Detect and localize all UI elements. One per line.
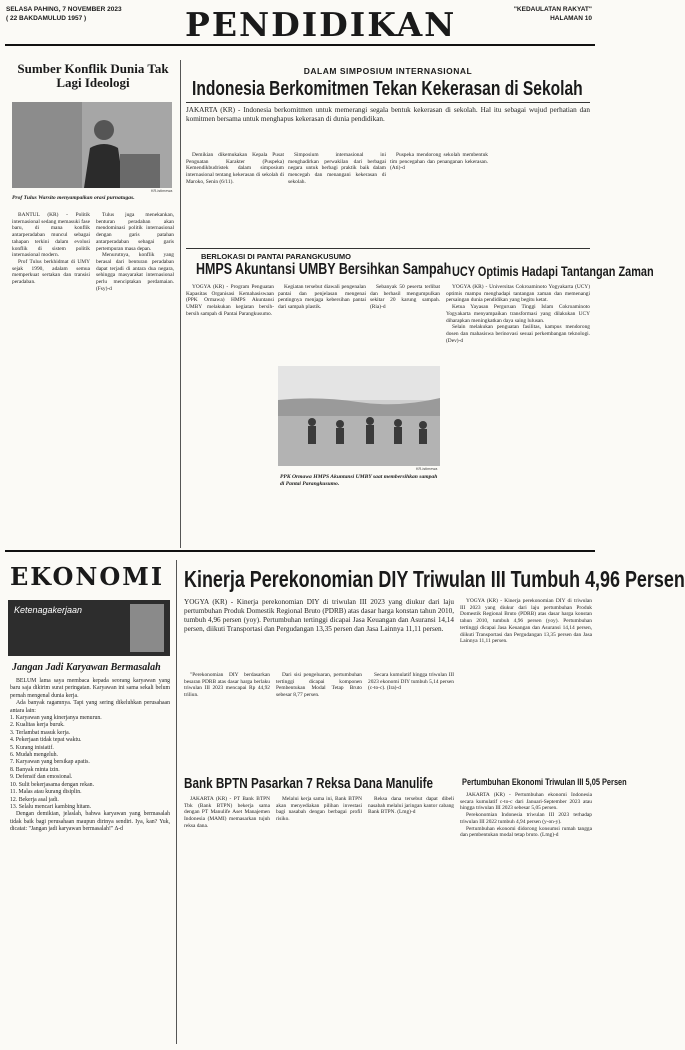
section-masthead: PENDIDIKAN (185, 5, 457, 44)
article-body-col3: Puspeka mendorong sekolah membentuk tim pencegahan dan penanganan kekerasan. (Ati)-d (390, 152, 488, 172)
article-body-col3: Reksa dana tersebut dapat dibeli nasabah melalui jaringan kantor cabang Bank BTPN. (Lmg)-d (368, 796, 454, 816)
column-banner: Ketenagakerjaan (8, 600, 170, 656)
column-divider (180, 60, 181, 548)
economy-section-title: EKONOMI (10, 562, 165, 591)
economy-body-col3: Secara kumulatif hingga triwulan III 2023 ekonomi DIY tumbuh 5,14 persen (c-to-c). (Ira)-d (368, 672, 454, 692)
photo-caption: PPK Ormawa HMPS Akuntansi UMBY saat membersihkan sampah di Pantai Parangkusumo. (280, 474, 438, 487)
article-body-col1: YOGYA (KR) - Program Penguatan Kapasitas Organisasi Kemahasiswaan (PPK Ormawa) HMPS Akuntansi UMBY melakukan kegiatan bersih-bersih sampah di Pantai Parangkusumo. (186, 284, 274, 317)
section-rule (5, 550, 595, 552)
article-kicker: DALAM SIMPOSIUM INTERNASIONAL (303, 66, 473, 76)
article-lead: JAKARTA (KR) - Indonesia berkomitmen untuk memerangi segala bentuk kekerasan di sekolah. Hal itu sebagai wujud perhatian dan komitmen bersama untuk menghapus kekerasan di dunia pendidikan. (186, 106, 590, 123)
article-body: YOGYA (KR) - Universitas Cokroaminoto Yogyakarta (UCY) optimis mampu menghadapi tantangan zaman dan memenangi persaingan dunia pendidikan yang begitu ketat. Ketua Yayasan Perguruan Tinggi Islam Cokroaminoto Yogyakarta menyampaikan transformasi yang dilakukan UCY diharapkan meningkatkan daya saing lulusan. Selain melakukan penguatan fasilitas, kampus mendorong dosen dan mahasiswa berinovasi sesuai perkembangan teknologi. (Dev)-d (446, 284, 590, 344)
column-body: BELUM lama saya membaca kepada seorang karyawan yang baru saja dikirim surat peringatan. Karyawan ini sama sekali belum pernah mengenal dunia kerja. Ada banyak ragamnya. Tapi yang sering dikeluhkan perusahaan antara lain: 1. Karyawan yang kinerjanya menurun. 2. Kualitas kerja buruk. 3. Terlambat masuk kerja. 4. Pekerjaan tidak tepat waktu. 5. Kurang inisiatif. 6. Mudah mengeluh. 7. Karyawan yang bersikap apatis. 8. Banyak minta izin. 9. Defensif dan emosional. 10. Sulit bekerjasama dengan rekan. 11. Malas atau kurang disiplin. 12. Bekerja asal jadi. 13. Selalu mencari kambing hitam. Dengan demikian, jelaslah, bahwa karyawan yang bermasalah tidak baik bagi perusahaan maupun dirinya sendiri. Iya, kan? Yuk, dicatat: "Jangan jadi karyawan bermasalah!" ∆-d (10, 678, 170, 833)
article-headline: Indonesia Berkomitmen Tekan Kekerasan di Sekolah (192, 78, 583, 100)
speaker-photo (12, 102, 172, 188)
article-headline: UCY Optimis Hadapi Tantangan Zaman (452, 263, 654, 279)
article-body-col2: Melalui kerja sama ini, Bank BTPN akan menyediakan pilihan investasi bagi nasabah dengan berbagai profil risiko. (276, 796, 362, 823)
article-body-col3: Sebanyak 50 peserta terlibat dan berhasil mengumpulkan sekitar 20 karung sampah. (Ria)-d (370, 284, 440, 311)
article-kicker: BERLOKASI DI PANTAI PARANGKUSUMO (201, 252, 351, 261)
column-divider (176, 560, 177, 1044)
article-title: Sumber Konflik Dunia Tak Lagi Ideologi (17, 61, 169, 90)
header-rule (5, 44, 595, 46)
article-body-col1: BANTUL (KR) - Politik internasional sedang memasuki fase baru, di mana konflik antarperadaban muncul sebagai tahapan terkini dalam evolusi konflik di sistem politik internasional modern. Prof Tulus berkhidmat di UMY sejak 1990, adalam semua memperkuat sertakan dan transisi peradaban. (12, 212, 90, 286)
photo-credit: KR-istimewa (416, 467, 438, 471)
article-headline: Pertumbuhan Ekonomi Triwulan III 5,05 Persen (462, 777, 627, 788)
issue-date: SELASA PAHING, 7 NOVEMBER 2023 ( 22 BAKDAMULUD 1957 ) (6, 6, 122, 22)
article-body-col1: JAKARTA (KR) - PT Bank BTPN Tbk (Bank BTPN) bekerja sama dengan PT Manulife Aset Manajemen Indonesia (MAMI) memasarkan tujuh reksa dana. (184, 796, 270, 829)
columnist-photo (130, 604, 164, 652)
photo-caption: Prof Tulus Warsito menyampaikan orasi purnatugas. (12, 195, 135, 201)
page-info: "KEDAULATAN RAKYAT" HALAMAN 10 (513, 6, 592, 22)
economy-body-col2: Dari sisi pengeluaran, pertumbuhan tertinggi dicapai komponen Pembentukan Modal Tetap Bruto sebesar 8,77 persen. (276, 672, 362, 699)
article-body-col2: Tulus juga menekankan, benturan peradaban akan mendominasi politik internasional dengan garis patahan antarperadaban sebagai garis pertempuran masa depan. Menurutnya, konflik yang berasal dari benturan peradaban dapat terjadi di antara dua negara, sehingga masyarakat internasional perlu menciptakan perdamaian. (Fsy)-d (96, 212, 174, 292)
article-body-col1: Demikian dikemukakan Kepala Pusat Penguatan Karakter (Puspeka) Kemendikbudristek dalam simposium internasional tentang kekerasan di sekolah di Maroko, Senin (6/11). (186, 152, 284, 185)
beach-cleanup-photo (278, 366, 440, 466)
economy-body-col1: "Perekonomian DIY berdasarkan besaran PDRB atas dasar harga berlaku triwulan III 2023 mencapai Rp 44,92 triliun. (184, 672, 270, 699)
column-title: Jangan Jadi Karyawan Bermasalah (12, 662, 161, 673)
article-headline: Bank BPTN Pasarkan 7 Reksa Dana Manulife (184, 775, 434, 792)
economy-body-col4: YOGYA (KR) - Kinerja perekonomian DIY di triwulan III 2023 yang diukur dari laju pertumbuhan Produk Domestik Regional Bruto (PDRB) atas dasar harga konstan tahun 2010, tumbuh 4,96 persen (yoy). Pertumbuhan tertinggi dicapai Jasa Keuangan dan Asuransi 14,14 persen, diikuti Transportasi dan Pergudangan 13,35 persen dan Jasa Lainnya 11,11 persen. (460, 598, 592, 645)
economy-headline: Kinerja Perekonomian DIY Triwulan III Tumbuh 4,96 Persen (184, 566, 685, 592)
article-body-col2: Simposium internasional ini menghadirkan perwakilan dari berbagai negara untuk berbagi praktik baik dalam mencegah dan menangani kekerasan di sekolah. (288, 152, 386, 185)
section-rule (186, 248, 590, 249)
photo-credit: KR-istimewa (151, 189, 173, 193)
headline-rule (186, 102, 590, 103)
article-body: JAKARTA (KR) - Pertumbuhan ekonomi Indonesia secara kumulatif c-to-c dari Januari-September 2023 atau hingga triwulan III 2023 sebesar 5,05 persen. Perekonomian Indonesia triwulan III 2023 terhadap triwulan III 2022 tumbuh 4,94 persen (y-on-y). Pertumbuhan ekonomi didorong konsumsi rumah tangga dan pembentukan modal tetap bruto. (Lmg)-d (460, 792, 592, 839)
article-headline: HMPS Akuntansi UMBY Bersihkan Sampah (196, 261, 452, 278)
economy-lead: YOGYA (KR) - Kinerja perekonomian DIY di triwulan III 2023 yang diukur dari laju pertumbuhan Produk Domestik Regional Bruto (PDRB) atas dasar harga konstan tahun 2010, tumbuh 4,96 persen (yoy). Pertumbuhan tertinggi dicapai Jasa Keuangan dan Asuransi 14,14 persen, diikuti Transportasi dan Pergudangan 13,35 persen dan Jasa Lainnya 11,11 persen. (184, 598, 454, 633)
article-body-col2: Kegiatan tersebut diawali pengenalan pantai dan penjelasan mengenai pentingnya menjaga kebersihan pantai dari sampah plastik. (278, 284, 366, 311)
